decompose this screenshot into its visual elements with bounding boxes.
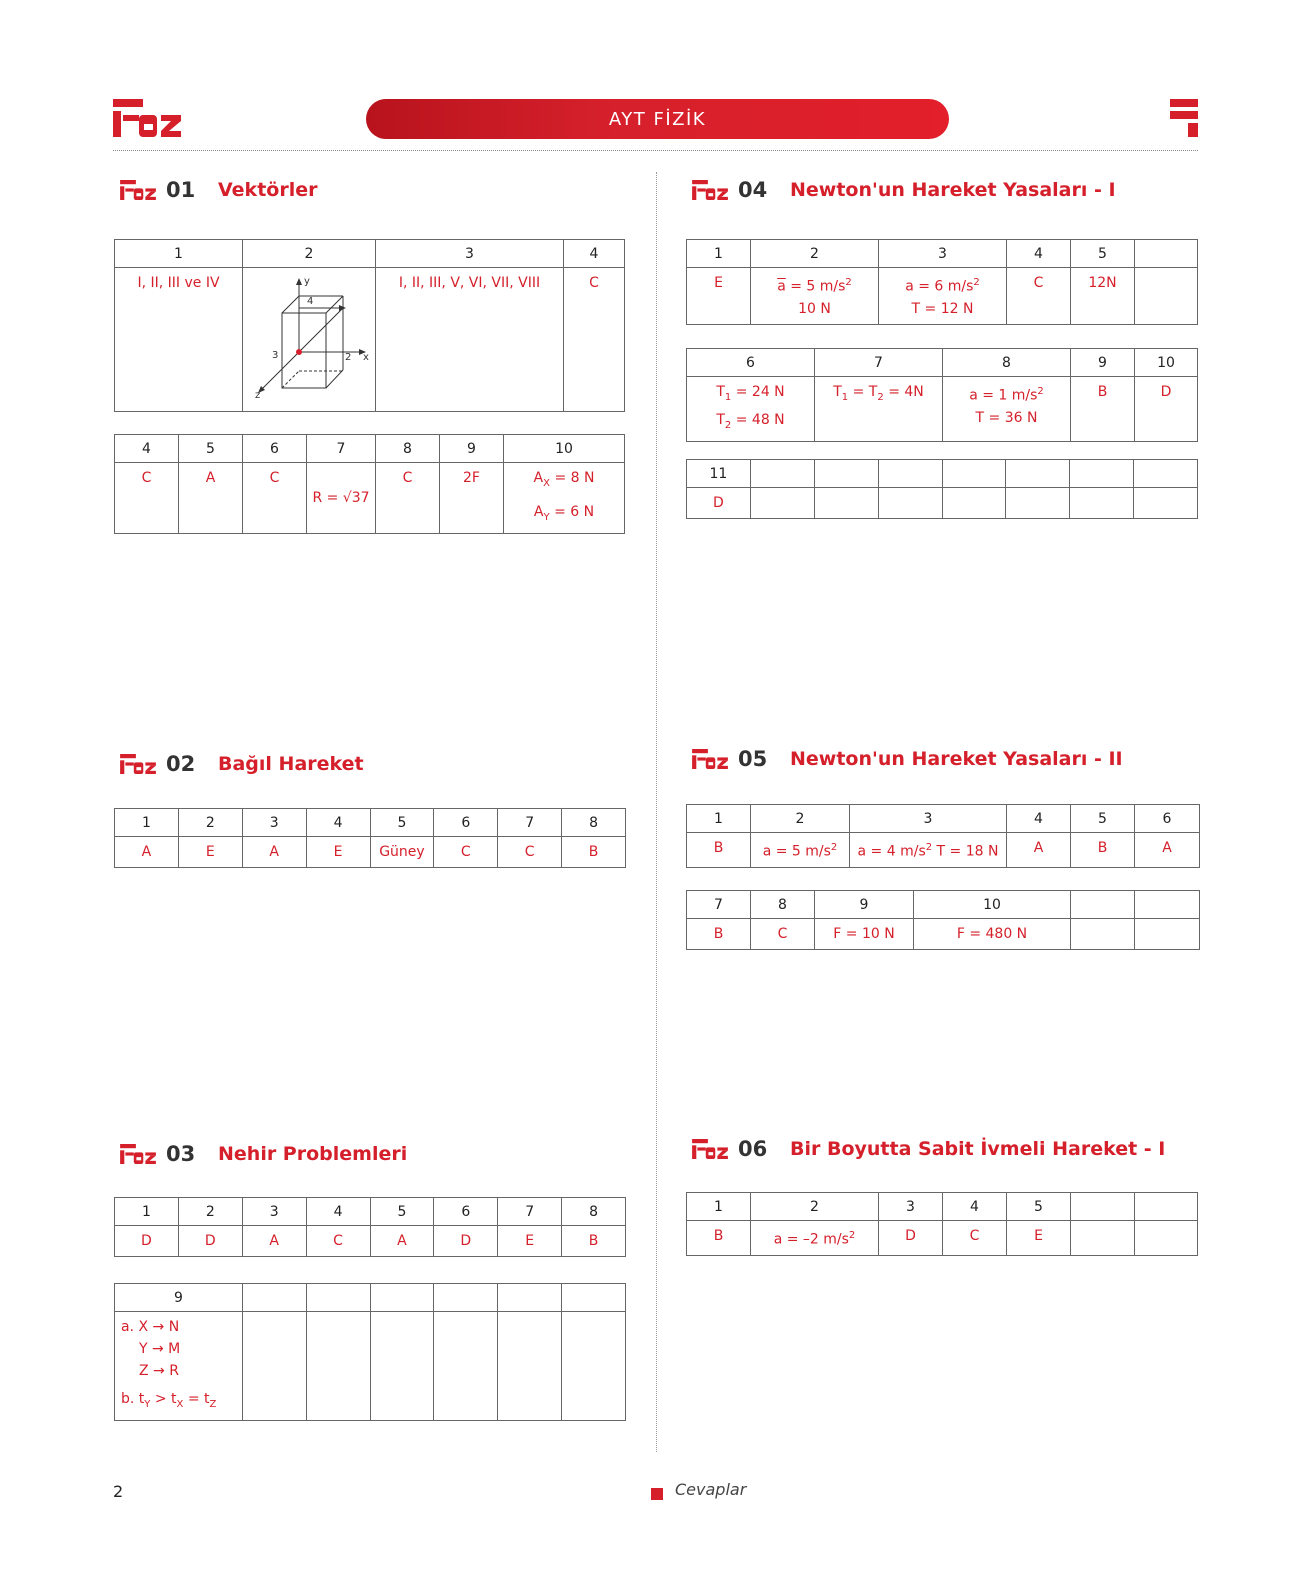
dim-label-3: 3 [271, 350, 278, 361]
faz-small-logo-icon [690, 180, 730, 200]
answer-table-05a: 1 2 3 4 5 6 B a = 5 $m/s^2$ a = 4 $m/s^2$ T = 18 N A B A [686, 804, 1200, 868]
answer-table-03b: 9 a. X → N Y → M Z → R b. $t_Y > t_X = t_Z$ [114, 1283, 626, 1421]
axis-x-label: x [362, 352, 369, 363]
answer-table-06: 1 2 3 4 5 B a = –2 $m/s^2$ D C E [686, 1192, 1198, 1256]
answer-table-02: 1 2 3 4 5 6 7 8 A E A E Güney C C B [114, 808, 626, 868]
faz-mark-icon [1170, 99, 1198, 137]
faz-small-logo-icon [118, 754, 158, 774]
faz-logo [113, 99, 181, 137]
vector-diagram-cell [243, 268, 376, 412]
faz-small-logo-icon [690, 749, 730, 769]
footer-square-icon [651, 1488, 663, 1500]
axis-z-label: z [254, 390, 260, 400]
answer-table-01b: 4 5 6 7 8 9 10 C A C R = √37 C 2F $A_X = 8$ N $A_Y = 6$ N [114, 434, 625, 534]
section-01-title: 01 Vektörler [118, 178, 317, 202]
answer-table-05b: 7 8 9 10 B C F = 10 N F = 480 N [686, 890, 1200, 950]
answer-table-03a: 1 2 3 4 5 6 7 8 D D A C A D E B [114, 1197, 626, 1257]
vector-box-diagram [247, 272, 372, 400]
answer-table-04c: 11 D [686, 459, 1198, 519]
section-03-title: 03 Nehir Problemleri [118, 1142, 407, 1166]
answer-table-04a: 1 2 3 4 5 E $\overline{a} = 5$ $m/s^2$ 10 N a = 6 $m/s^2$ T = 12 N C 12N [686, 239, 1198, 325]
axis-y-label: y [303, 276, 310, 287]
page-number: 2 [113, 1482, 124, 1501]
dim-label-4: 4 [306, 296, 313, 307]
section-04-title: 04 Newton'un Hareket Yasaları - I [690, 178, 1116, 202]
page-title: AYT FİZİK [366, 99, 949, 139]
dim-label-2: 2 [344, 352, 351, 363]
header-divider [113, 150, 1198, 151]
answer-table-04b: 6 7 8 9 10 $T_1 = 24$ N $T_2 = 48$ N $T_1 = T_2 = 4N$ a = 1 $m/s^2$ T = 36 N B D [686, 348, 1198, 442]
faz-small-logo-icon [118, 180, 158, 200]
answer-table-01a: 1 2 3 4 I, II, III ve IV y x z 4 3 2 I, II, III, V, VI, VII, VIII C [114, 239, 625, 412]
faz-small-logo-icon [690, 1139, 730, 1159]
section-06-title: 06 Bir Boyutta Sabit İvmeli Hareket - I [690, 1137, 1165, 1161]
footer-label: Cevaplar [675, 1480, 747, 1499]
column-divider [656, 172, 657, 1452]
section-05-title: 05 Newton'un Hareket Yasaları - II [690, 747, 1123, 771]
faz-small-logo-icon [118, 1144, 158, 1164]
section-02-title: 02 Bağıl Hareket [118, 752, 364, 776]
